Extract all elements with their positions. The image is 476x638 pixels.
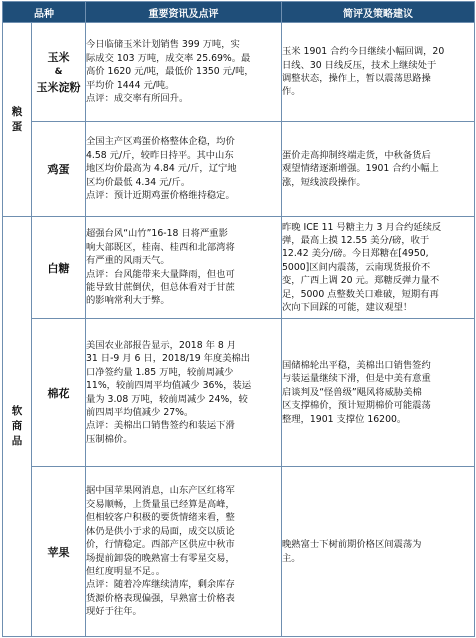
category-label: 软商品 xyxy=(11,405,23,447)
header-strategy: 简评及策略建议 xyxy=(282,2,475,23)
news-line: 压制棉价。 xyxy=(86,433,133,445)
advice-line: 蛋价走高抑制终端走货，中秋备货后 xyxy=(282,149,431,161)
product-label: 白糖 xyxy=(47,261,70,275)
news-line: 价，行情稳定。西部产区供应中秋市 xyxy=(86,539,235,551)
news-line: 响大部既区，桂南、桂西和北部湾将 xyxy=(86,241,235,253)
news-line: 际成交 103 万吨，成交率 25.69%。最 xyxy=(86,52,251,64)
advice-line: 作。 xyxy=(282,86,301,98)
news-line: 场提前卸袋的晚熟富士有零星交易， xyxy=(86,552,235,564)
news-line: 现好于往年。 xyxy=(86,606,142,618)
news-line: 点评：美棉出口销售签约和装运下滑 xyxy=(86,420,235,432)
product-label: 玉米 xyxy=(47,51,70,64)
news-line: 今日临储玉米计划销售 399 万吨，实 xyxy=(86,39,240,51)
product-amp: & xyxy=(54,67,63,77)
news-line: 点评：成交率有所回升。 xyxy=(86,93,189,105)
news-apple xyxy=(86,467,282,637)
news-line: 全国主产区鸡蛋价格整体企稳，均价 xyxy=(86,136,235,148)
advice-line: 启谈判及“怪兽级”飓风将威胁美棉 xyxy=(282,386,422,398)
news-line: 交易顺畅，上货量虽已经算是高峰， xyxy=(86,498,235,510)
product-egg xyxy=(32,122,86,217)
news-line: 的影响常利大于弊。 xyxy=(86,295,170,307)
news-egg xyxy=(86,122,282,217)
news-line: 前四周平均值减少 27%。 xyxy=(86,406,194,418)
news-cotton xyxy=(86,319,282,467)
table-row xyxy=(3,319,475,467)
advice-line: 涨，短线波段操作。 xyxy=(282,176,366,188)
category-soft-commodity xyxy=(3,217,32,637)
news-line: 地区均价最高为 4.84 元/斤，辽宁地 xyxy=(86,163,237,175)
news-line: 能导致甘蔗倒伏，但总体看对于甘蔗 xyxy=(86,281,235,293)
news-line: 点评：预计近期鸡蛋价格维持稳定。 xyxy=(86,190,235,202)
advice-cotton xyxy=(282,319,475,467)
news-line: 但红度明显不足。。 xyxy=(86,565,166,577)
news-line: 据中国苹果网消息，山东产区红将军 xyxy=(86,485,235,497)
product-corn xyxy=(32,23,86,122)
product-label-2: 玉米淀粉 xyxy=(36,81,81,94)
advice-line: 国储棉轮出平稳，美棉出口销售签约 xyxy=(282,359,431,371)
news-line: 31 日-9 月 6 日，2018/19 年度美棉出 xyxy=(86,353,251,365)
advice-line: 5000]区间内震荡，云南现货报价不 xyxy=(282,261,431,273)
news-line: 货源价格表现偏强，早熟富士价格表 xyxy=(86,592,235,604)
advice-corn xyxy=(282,23,475,122)
table-row xyxy=(3,217,475,319)
advice-line: 弹，最高上摸 12.55 美分/磅，收于 xyxy=(282,234,430,246)
product-apple xyxy=(32,467,86,637)
news-line: 超强台风“山竹”16-18 日将严重影 xyxy=(86,228,228,240)
news-line: 美国农业部报告显示，2018 年 8 月 xyxy=(86,339,237,351)
news-line: 但相较客户积极的要货情绪来看，整 xyxy=(86,512,235,524)
table-row xyxy=(3,467,475,637)
advice-line: 变，广西上调 20 元。郑糖反弹力量不 xyxy=(282,275,440,287)
advice-line: 足，5000 点整数关口难破，短期有再 xyxy=(282,288,439,300)
header-news: 重要资讯及点评 xyxy=(86,2,282,23)
news-line: 4.58 元/斤，较昨日持平。其中山东 xyxy=(86,149,234,161)
news-line: 点评：随着冷库继续清库，剩余库存 xyxy=(86,579,235,591)
advice-line: 区支撑棉价，预计短期棉价可能震荡 xyxy=(282,400,431,412)
advice-egg xyxy=(282,122,475,217)
advice-line: 日线、30 日线反压，技术上继续处于 xyxy=(282,59,437,71)
news-line: 口净签约量 1.85 万吨，较前周减少 xyxy=(86,366,234,378)
news-line: 区均价最低 4.34 元/斤。 xyxy=(86,176,191,188)
product-label: 鸡蛋 xyxy=(47,163,70,176)
advice-line: 与装运量继续下滑，但是中美有意重 xyxy=(282,373,431,385)
table-row xyxy=(3,122,475,217)
header-category: 品种 xyxy=(3,2,86,23)
advice-line: 玉米 1901 合约今日继续小幅回调，20 xyxy=(282,46,445,58)
news-line: 平均价 1444 元/吨。 xyxy=(86,79,175,91)
product-label: 苹果 xyxy=(47,545,70,559)
news-line: 高价 1620 元/吨，最低价 1350 元/吨， xyxy=(86,66,254,78)
advice-apple xyxy=(282,467,475,637)
commodity-table xyxy=(2,1,475,637)
news-sugar xyxy=(86,217,282,319)
advice-line: 昨晚 ICE 11 号糖主力 3 月合约延续反 xyxy=(282,221,442,233)
table-header-row xyxy=(3,2,475,23)
advice-line: 晚熟富士下树前期价格区间震荡为 xyxy=(282,539,422,551)
advice-line: 12.42 美分/磅。今日郑糖在[4950, xyxy=(282,248,429,260)
news-line: 有严重的风雨天气。 xyxy=(86,255,170,267)
news-line: 11%，较前四周平均值减少 36%，装运 xyxy=(86,380,252,392)
category-grain-egg xyxy=(3,23,32,217)
news-line: 体仍是供小于求的局面，成交以质论 xyxy=(86,525,235,537)
advice-sugar xyxy=(282,217,475,319)
advice-line: 次向下回踩的可能，建议观望！ xyxy=(282,302,413,314)
product-label: 棉花 xyxy=(47,386,70,400)
news-corn xyxy=(86,23,282,122)
news-line: 量为 3.08 万吨，较前周减少 24%，较 xyxy=(86,393,248,405)
product-cotton xyxy=(32,319,86,467)
advice-line: 整理，1901 支撑位 16200。 xyxy=(282,413,407,425)
product-sugar xyxy=(32,217,86,319)
advice-line: 主。 xyxy=(282,552,301,564)
table-row xyxy=(3,23,475,122)
news-line: 点评：台风能带来大量降雨，但也可 xyxy=(86,268,235,280)
category-label: 粮蛋 xyxy=(11,105,23,133)
advice-line: 调整状态，操作上，暂以震荡思路操 xyxy=(282,73,431,84)
advice-line: 观望情绪逐渐增强。1901 合约小幅上 xyxy=(282,163,439,175)
